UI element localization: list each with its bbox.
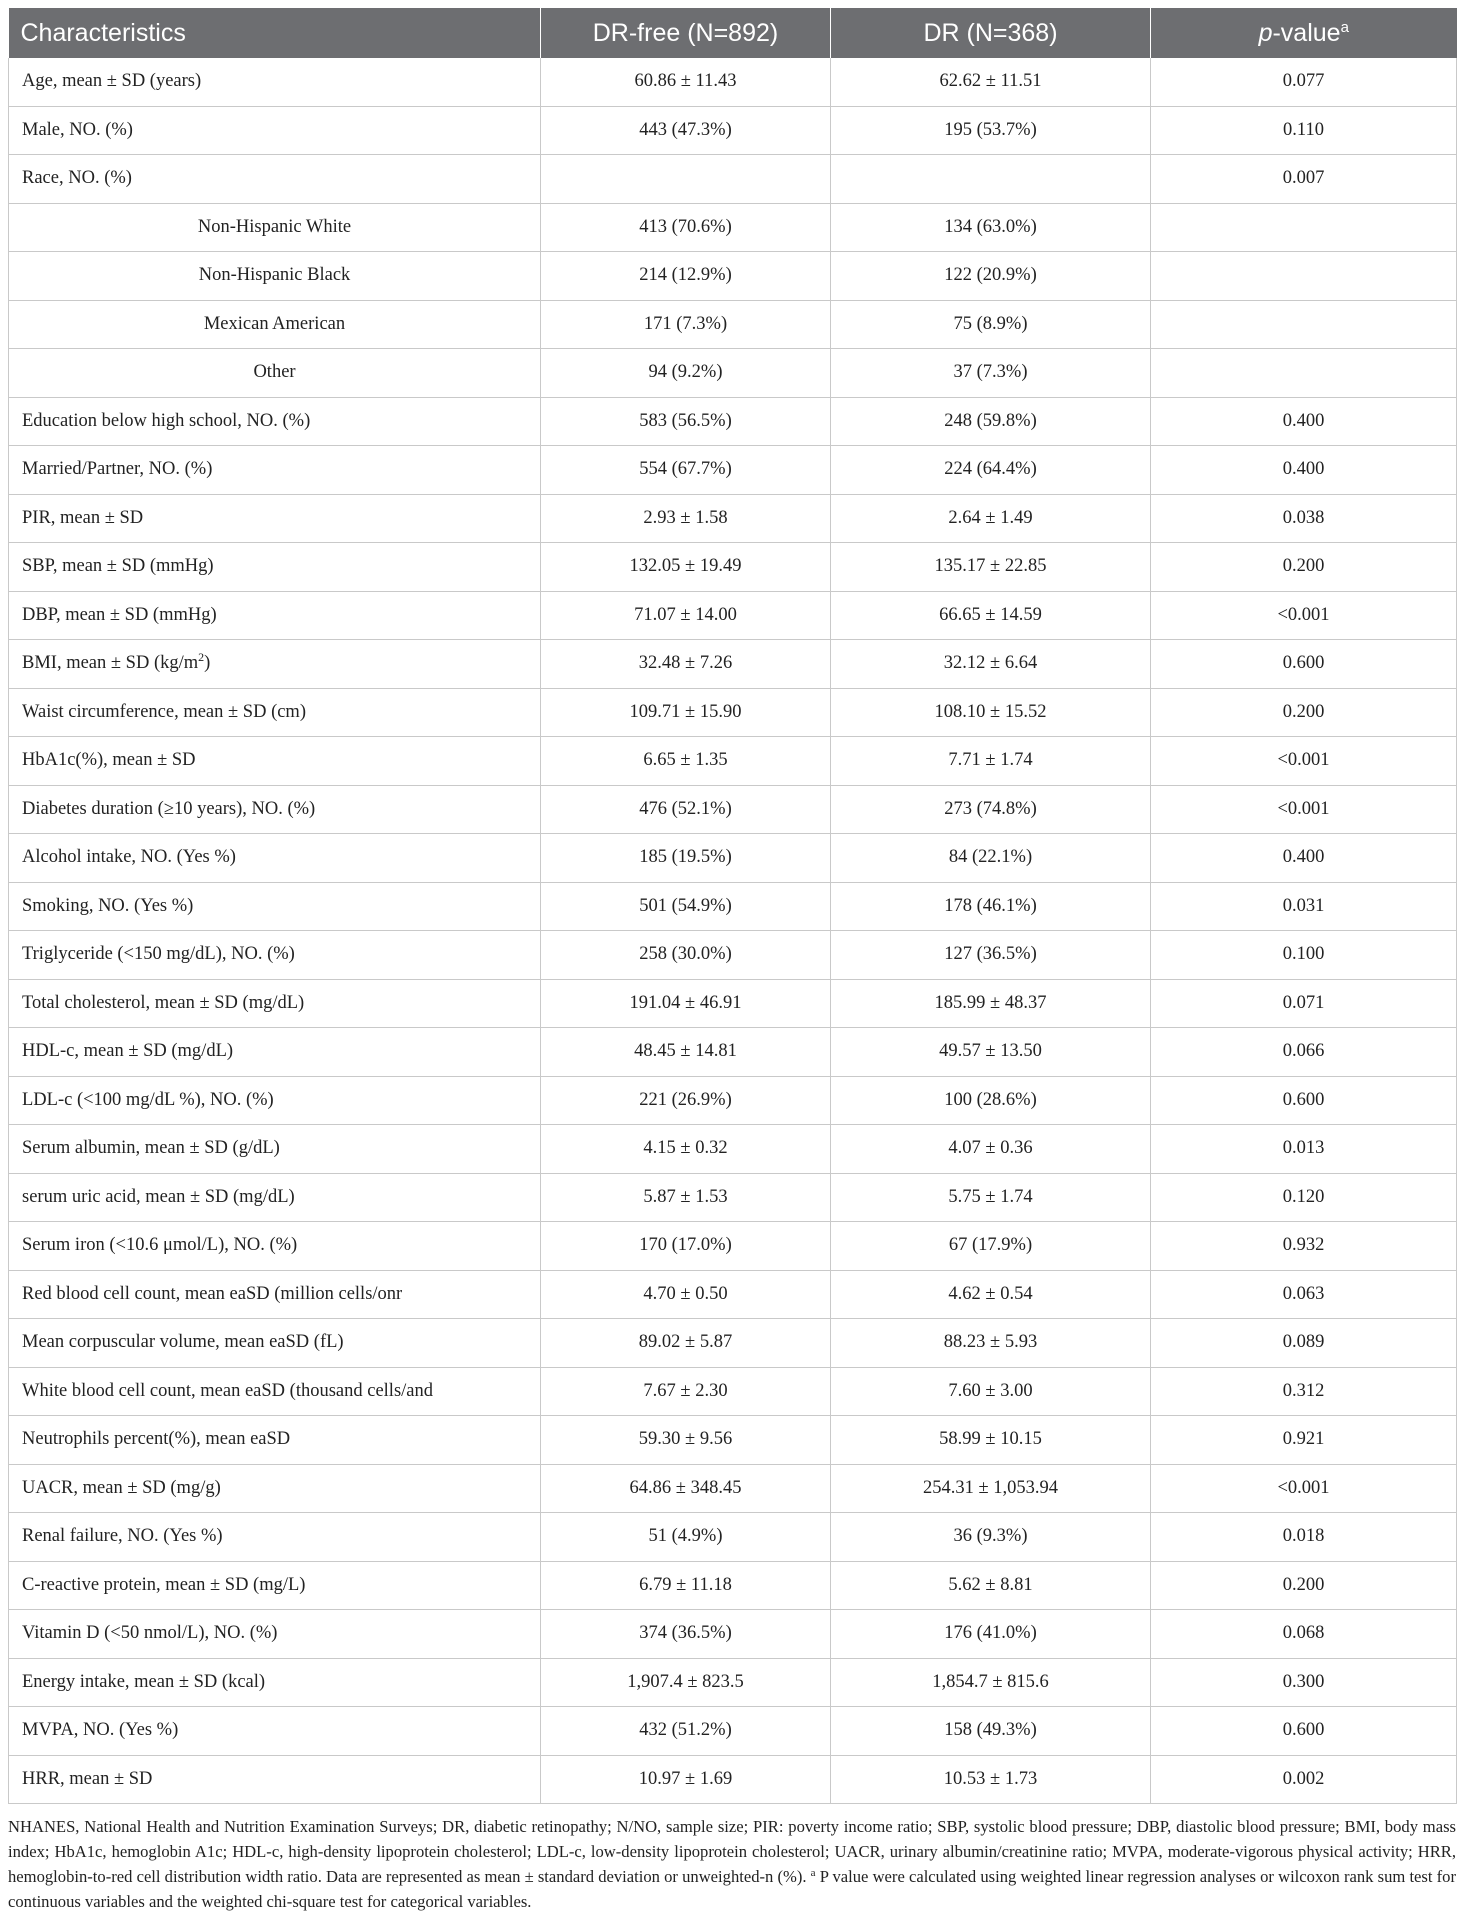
row-label-text: serum uric acid, mean ± SD (mg/dL) bbox=[22, 1186, 295, 1207]
characteristics-table bbox=[8, 8, 1457, 1804]
row-label-text: Waist circumference, mean ± SD (cm) bbox=[22, 701, 306, 722]
cell-p-value: 0.200 bbox=[1151, 1561, 1457, 1610]
cell-p-value: 0.312 bbox=[1151, 1367, 1457, 1416]
cell-p-value: 0.063 bbox=[1151, 1270, 1457, 1319]
cell-dr-free: 7.67 ± 2.30 bbox=[541, 1367, 831, 1416]
table-row bbox=[9, 155, 1457, 204]
cell-p-value: 0.932 bbox=[1151, 1222, 1457, 1271]
cell-p-value: 0.007 bbox=[1151, 155, 1457, 204]
row-label-text: Married/Partner, NO. (%) bbox=[22, 459, 213, 480]
row-label-text: White blood cell count, mean eaSD (thousand cells/and bbox=[22, 1380, 433, 1401]
table-row bbox=[9, 1173, 1457, 1222]
row-label bbox=[9, 737, 541, 786]
cell-p-value bbox=[1151, 203, 1457, 252]
row-label bbox=[9, 203, 541, 252]
header-characteristics: Characteristics bbox=[9, 8, 541, 58]
cell-dr-free: 185 (19.5%) bbox=[541, 834, 831, 883]
cell-dr: 2.64 ± 1.49 bbox=[831, 494, 1151, 543]
row-label-text: Mexican American bbox=[203, 313, 346, 334]
row-label-text: MVPA, NO. (Yes %) bbox=[22, 1720, 179, 1741]
row-label bbox=[9, 300, 541, 349]
cell-p-value: 0.002 bbox=[1151, 1755, 1457, 1804]
row-label-text: Non-Hispanic White bbox=[197, 216, 352, 237]
row-label-text: UACR, mean ± SD (mg/g) bbox=[22, 1477, 221, 1498]
cell-dr: 185.99 ± 48.37 bbox=[831, 979, 1151, 1028]
row-label-text: Vitamin D (<50 nmol/L), NO. (%) bbox=[22, 1623, 278, 1644]
cell-dr-free: 258 (30.0%) bbox=[541, 931, 831, 980]
cell-p-value: 0.068 bbox=[1151, 1610, 1457, 1659]
cell-dr-free: 109.71 ± 15.90 bbox=[541, 688, 831, 737]
cell-dr-free: 6.65 ± 1.35 bbox=[541, 737, 831, 786]
row-label-text: Age, mean ± SD (years) bbox=[22, 71, 202, 92]
table-row bbox=[9, 397, 1457, 446]
cell-dr-free: 501 (54.9%) bbox=[541, 882, 831, 931]
table-row bbox=[9, 882, 1457, 931]
row-label-text: HbA1c(%), mean ± SD bbox=[22, 750, 196, 771]
table-row bbox=[9, 1222, 1457, 1271]
row-label bbox=[9, 1173, 541, 1222]
row-label bbox=[9, 591, 541, 640]
cell-p-value: <0.001 bbox=[1151, 785, 1457, 834]
table-row bbox=[9, 1755, 1457, 1804]
cell-dr: 37 (7.3%) bbox=[831, 349, 1151, 398]
row-label bbox=[9, 1464, 541, 1513]
table-row bbox=[9, 300, 1457, 349]
cell-dr-free: 60.86 ± 11.43 bbox=[541, 58, 831, 106]
cell-dr: 4.62 ± 0.54 bbox=[831, 1270, 1151, 1319]
cell-dr-free: 214 (12.9%) bbox=[541, 252, 831, 301]
row-label-text: Serum iron (<10.6 μmol/L), NO. (%) bbox=[22, 1235, 298, 1256]
cell-dr: 248 (59.8%) bbox=[831, 397, 1151, 446]
row-label-text: Race, NO. (%) bbox=[22, 168, 132, 189]
row-label bbox=[9, 446, 541, 495]
cell-dr: 7.71 ± 1.74 bbox=[831, 737, 1151, 786]
cell-dr-free: 132.05 ± 19.49 bbox=[541, 543, 831, 592]
cell-dr-free: 5.87 ± 1.53 bbox=[541, 1173, 831, 1222]
cell-p-value: 0.200 bbox=[1151, 688, 1457, 737]
table-row bbox=[9, 349, 1457, 398]
cell-p-value: 0.013 bbox=[1151, 1125, 1457, 1174]
header-p-value bbox=[1151, 8, 1457, 58]
cell-dr: 158 (49.3%) bbox=[831, 1707, 1151, 1756]
row-label-text: BMI, mean ± SD (kg/m bbox=[22, 653, 199, 674]
table-row bbox=[9, 931, 1457, 980]
cell-dr-free: 10.97 ± 1.69 bbox=[541, 1755, 831, 1804]
cell-dr-free: 554 (67.7%) bbox=[541, 446, 831, 495]
table-row bbox=[9, 446, 1457, 495]
row-label bbox=[9, 1028, 541, 1077]
table-container bbox=[8, 8, 1456, 1914]
cell-dr: 273 (74.8%) bbox=[831, 785, 1151, 834]
cell-dr: 195 (53.7%) bbox=[831, 106, 1151, 155]
cell-dr-free: 170 (17.0%) bbox=[541, 1222, 831, 1271]
row-label-text: Total cholesterol, mean ± SD (mg/dL) bbox=[22, 992, 305, 1013]
header-dr-free: DR-free (N=892) bbox=[541, 8, 831, 58]
row-label-text: Male, NO. (%) bbox=[22, 119, 133, 140]
table-footnote bbox=[8, 1814, 1456, 1914]
cell-dr-free: 4.15 ± 0.32 bbox=[541, 1125, 831, 1174]
table-row bbox=[9, 543, 1457, 592]
cell-p-value: 0.600 bbox=[1151, 640, 1457, 689]
cell-dr: 254.31 ± 1,053.94 bbox=[831, 1464, 1151, 1513]
cell-dr: 84 (22.1%) bbox=[831, 834, 1151, 883]
table-row bbox=[9, 1658, 1457, 1707]
row-label-text: Serum albumin, mean ± SD (g/dL) bbox=[22, 1138, 280, 1159]
table-row bbox=[9, 1561, 1457, 1610]
header-p-sup: a bbox=[1340, 18, 1349, 36]
cell-p-value: 0.400 bbox=[1151, 446, 1457, 495]
row-label-text: HDL-c, mean ± SD (mg/dL) bbox=[22, 1041, 234, 1062]
row-label bbox=[9, 882, 541, 931]
row-label bbox=[9, 1367, 541, 1416]
table-row bbox=[9, 640, 1457, 689]
table-row bbox=[9, 737, 1457, 786]
table-row bbox=[9, 1319, 1457, 1368]
row-label-text: Non-Hispanic Black bbox=[198, 265, 351, 286]
row-label-text: Renal failure, NO. (Yes %) bbox=[22, 1526, 223, 1547]
row-label bbox=[9, 1076, 541, 1125]
header-p-italic: p bbox=[1258, 18, 1273, 47]
footnote-sup: a bbox=[810, 1867, 816, 1879]
cell-dr: 176 (41.0%) bbox=[831, 1610, 1151, 1659]
row-label-text: DBP, mean ± SD (mmHg) bbox=[22, 604, 217, 625]
row-label bbox=[9, 931, 541, 980]
cell-dr: 7.60 ± 3.00 bbox=[831, 1367, 1151, 1416]
row-label-text: Smoking, NO. (Yes %) bbox=[22, 895, 194, 916]
cell-p-value: 0.066 bbox=[1151, 1028, 1457, 1077]
cell-p-value: 0.600 bbox=[1151, 1707, 1457, 1756]
cell-p-value: <0.001 bbox=[1151, 737, 1457, 786]
table-row bbox=[9, 203, 1457, 252]
row-label bbox=[9, 688, 541, 737]
cell-dr: 122 (20.9%) bbox=[831, 252, 1151, 301]
cell-dr-free: 94 (9.2%) bbox=[541, 349, 831, 398]
row-label bbox=[9, 1319, 541, 1368]
cell-dr: 66.65 ± 14.59 bbox=[831, 591, 1151, 640]
row-label-text: Education below high school, NO. (%) bbox=[22, 410, 311, 431]
header-dr: DR (N=368) bbox=[831, 8, 1151, 58]
cell-dr-free: 1,907.4 ± 823.5 bbox=[541, 1658, 831, 1707]
cell-p-value bbox=[1151, 300, 1457, 349]
table-row bbox=[9, 1076, 1457, 1125]
table-row bbox=[9, 106, 1457, 155]
cell-dr: 49.57 ± 13.50 bbox=[831, 1028, 1151, 1077]
row-label-text: Neutrophils percent(%), mean eaSD bbox=[22, 1429, 291, 1450]
cell-dr: 135.17 ± 22.85 bbox=[831, 543, 1151, 592]
cell-p-value bbox=[1151, 349, 1457, 398]
cell-p-value: 0.400 bbox=[1151, 834, 1457, 883]
cell-p-value: 0.018 bbox=[1151, 1513, 1457, 1562]
cell-dr-free: 32.48 ± 7.26 bbox=[541, 640, 831, 689]
cell-dr-free: 476 (52.1%) bbox=[541, 785, 831, 834]
row-label bbox=[9, 1513, 541, 1562]
cell-dr-free: 432 (51.2%) bbox=[541, 1707, 831, 1756]
row-label bbox=[9, 834, 541, 883]
cell-dr: 178 (46.1%) bbox=[831, 882, 1151, 931]
cell-dr-free: 6.79 ± 11.18 bbox=[541, 1561, 831, 1610]
table-row bbox=[9, 591, 1457, 640]
cell-dr-free: 191.04 ± 46.91 bbox=[541, 979, 831, 1028]
table-row bbox=[9, 252, 1457, 301]
cell-dr-free: 443 (47.3%) bbox=[541, 106, 831, 155]
row-label-text: Red blood cell count, mean eaSD (million cells/onr bbox=[22, 1283, 403, 1304]
table-row bbox=[9, 58, 1457, 106]
cell-dr: 32.12 ± 6.64 bbox=[831, 640, 1151, 689]
cell-dr: 67 (17.9%) bbox=[831, 1222, 1151, 1271]
cell-dr-free: 171 (7.3%) bbox=[541, 300, 831, 349]
row-label-text: SBP, mean ± SD (mmHg) bbox=[22, 556, 214, 577]
row-label bbox=[9, 979, 541, 1028]
row-label bbox=[9, 1125, 541, 1174]
cell-dr: 88.23 ± 5.93 bbox=[831, 1319, 1151, 1368]
table-row bbox=[9, 979, 1457, 1028]
row-label bbox=[9, 785, 541, 834]
cell-dr-free: 51 (4.9%) bbox=[541, 1513, 831, 1562]
table-row bbox=[9, 1464, 1457, 1513]
cell-dr: 62.62 ± 11.51 bbox=[831, 58, 1151, 106]
cell-dr-free: 374 (36.5%) bbox=[541, 1610, 831, 1659]
cell-p-value: 0.110 bbox=[1151, 106, 1457, 155]
cell-dr-free: 64.86 ± 348.45 bbox=[541, 1464, 831, 1513]
row-label bbox=[9, 1222, 541, 1271]
cell-dr-free: 48.45 ± 14.81 bbox=[541, 1028, 831, 1077]
cell-dr bbox=[831, 155, 1151, 204]
table-row bbox=[9, 1270, 1457, 1319]
table-row bbox=[9, 1125, 1457, 1174]
cell-dr: 75 (8.9%) bbox=[831, 300, 1151, 349]
cell-dr: 224 (64.4%) bbox=[831, 446, 1151, 495]
cell-p-value: 0.300 bbox=[1151, 1658, 1457, 1707]
cell-p-value: 0.600 bbox=[1151, 1076, 1457, 1125]
cell-dr-free: 2.93 ± 1.58 bbox=[541, 494, 831, 543]
row-label bbox=[9, 1270, 541, 1319]
row-label bbox=[9, 252, 541, 301]
row-label bbox=[9, 58, 541, 106]
cell-dr-free bbox=[541, 155, 831, 204]
cell-dr-free: 71.07 ± 14.00 bbox=[541, 591, 831, 640]
cell-p-value: 0.077 bbox=[1151, 58, 1457, 106]
row-label-text: LDL-c (<100 mg/dL %), NO. (%) bbox=[22, 1089, 274, 1110]
cell-dr-free: 89.02 ± 5.87 bbox=[541, 1319, 831, 1368]
row-label bbox=[9, 1755, 541, 1804]
row-label bbox=[9, 1707, 541, 1756]
cell-dr: 127 (36.5%) bbox=[831, 931, 1151, 980]
cell-dr: 4.07 ± 0.36 bbox=[831, 1125, 1151, 1174]
cell-dr: 5.75 ± 1.74 bbox=[831, 1173, 1151, 1222]
cell-p-value: 0.200 bbox=[1151, 543, 1457, 592]
row-label-text: Energy intake, mean ± SD (kcal) bbox=[22, 1671, 266, 1692]
row-label bbox=[9, 543, 541, 592]
row-label bbox=[9, 1610, 541, 1659]
table-body bbox=[9, 58, 1457, 1804]
table-row bbox=[9, 834, 1457, 883]
cell-p-value: <0.001 bbox=[1151, 591, 1457, 640]
cell-p-value: 0.100 bbox=[1151, 931, 1457, 980]
row-label-text: HRR, mean ± SD bbox=[22, 1768, 153, 1789]
row-label bbox=[9, 106, 541, 155]
cell-p-value: 0.071 bbox=[1151, 979, 1457, 1028]
cell-p-value: 0.921 bbox=[1151, 1416, 1457, 1465]
table-row bbox=[9, 1028, 1457, 1077]
row-label bbox=[9, 640, 541, 689]
table-row bbox=[9, 1513, 1457, 1562]
cell-p-value bbox=[1151, 252, 1457, 301]
row-label-text: Alcohol intake, NO. (Yes %) bbox=[22, 847, 236, 868]
row-label-sup: 2 bbox=[198, 650, 205, 665]
row-label-text: C-reactive protein, mean ± SD (mg/L) bbox=[22, 1574, 306, 1595]
row-label-text: Triglyceride (<150 mg/dL), NO. (%) bbox=[22, 944, 295, 965]
row-label-end: ) bbox=[204, 653, 211, 674]
row-label bbox=[9, 1658, 541, 1707]
cell-dr-free: 221 (26.9%) bbox=[541, 1076, 831, 1125]
cell-p-value: 0.038 bbox=[1151, 494, 1457, 543]
table-row bbox=[9, 1707, 1457, 1756]
cell-dr: 1,854.7 ± 815.6 bbox=[831, 1658, 1151, 1707]
header-row bbox=[9, 8, 1457, 58]
footnote-main: NHANES, National Health and Nutrition Examination Surveys; DR, diabetic retinopathy; N/NO, sample size; PIR: poverty income ratio; SBP, systolic blood pressure; DBP, diastolic blood pressure; BMI, body mass index; HbA1c, hemoglobin A1c; HDL-c, high-density lipoprotein cholesterol; LDL-c, low-density lipoprotein cholesterol; UACR, urinary albumin/creatinine ratio; MVPA, moderate-vigorous physical activity; HRR, hemoglobin-to-red cell distribution width ratio. Data are represented as mean ± standard deviation or unweighted-n (%). bbox=[8, 1817, 1456, 1886]
cell-dr: 36 (9.3%) bbox=[831, 1513, 1151, 1562]
cell-dr: 58.99 ± 10.15 bbox=[831, 1416, 1151, 1465]
cell-p-value: 0.400 bbox=[1151, 397, 1457, 446]
cell-dr-free: 59.30 ± 9.56 bbox=[541, 1416, 831, 1465]
cell-dr: 5.62 ± 8.81 bbox=[831, 1561, 1151, 1610]
row-label bbox=[9, 1561, 541, 1610]
cell-p-value: 0.031 bbox=[1151, 882, 1457, 931]
cell-dr: 100 (28.6%) bbox=[831, 1076, 1151, 1125]
cell-dr-free: 4.70 ± 0.50 bbox=[541, 1270, 831, 1319]
table-row bbox=[9, 688, 1457, 737]
table-row bbox=[9, 785, 1457, 834]
row-label-text: Diabetes duration (≥10 years), NO. (%) bbox=[22, 798, 316, 819]
row-label bbox=[9, 397, 541, 446]
cell-dr: 108.10 ± 15.52 bbox=[831, 688, 1151, 737]
table-row bbox=[9, 1367, 1457, 1416]
footnote-tail: P value were calculated using weighted linear regression analyses or wilcoxon rank sum test for continuous variables and the weighted chi-square test for categorical variables. bbox=[8, 1867, 1456, 1911]
cell-p-value: <0.001 bbox=[1151, 1464, 1457, 1513]
table-row bbox=[9, 1416, 1457, 1465]
cell-dr-free: 583 (56.5%) bbox=[541, 397, 831, 446]
table-row bbox=[9, 494, 1457, 543]
header-p-rest: -value bbox=[1272, 18, 1341, 47]
cell-dr-free: 413 (70.6%) bbox=[541, 203, 831, 252]
row-label-text: Other bbox=[253, 362, 296, 383]
cell-dr: 10.53 ± 1.73 bbox=[831, 1755, 1151, 1804]
cell-dr: 134 (63.0%) bbox=[831, 203, 1151, 252]
row-label bbox=[9, 349, 541, 398]
cell-p-value: 0.120 bbox=[1151, 1173, 1457, 1222]
row-label-text: PIR, mean ± SD bbox=[22, 507, 144, 528]
table-row bbox=[9, 1610, 1457, 1659]
row-label bbox=[9, 1416, 541, 1465]
row-label bbox=[9, 155, 541, 204]
row-label bbox=[9, 494, 541, 543]
row-label-text: Mean corpuscular volume, mean eaSD (fL) bbox=[22, 1332, 344, 1353]
cell-p-value: 0.089 bbox=[1151, 1319, 1457, 1368]
